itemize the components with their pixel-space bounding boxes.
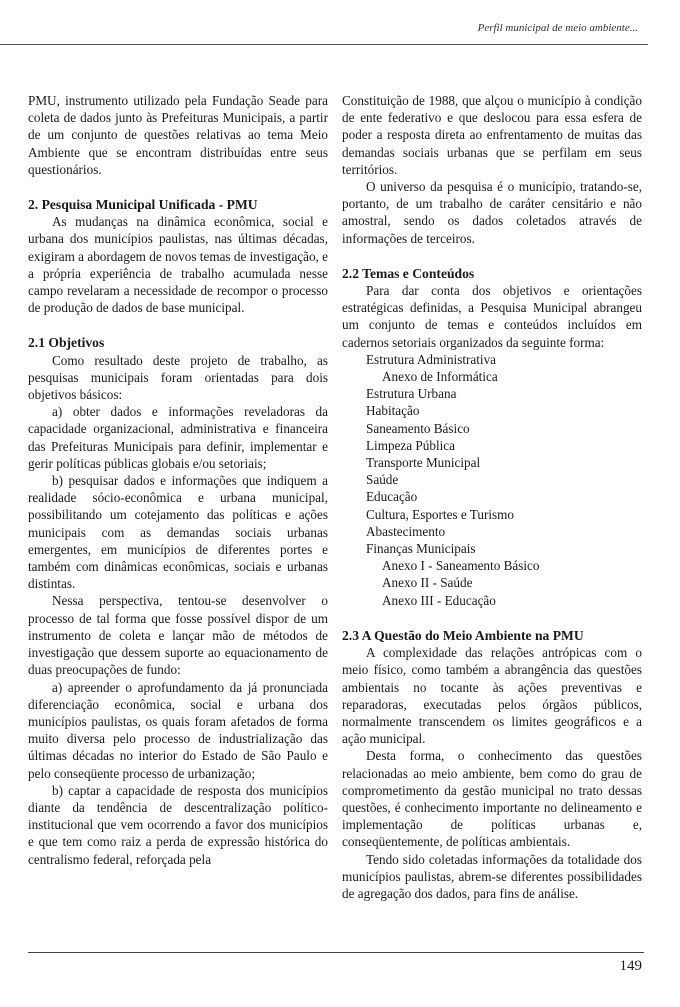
list-item: Saneamento Básico <box>366 420 470 436</box>
paragraph: a) obter dados e informações reveladoras da capacidade organizacional, administrativa e financeira das Prefeituras Municipais para definir, implementar e gerir políticas públicas globais e/ou setoriais; <box>28 404 328 471</box>
list-item: Saúde <box>366 472 399 488</box>
list-item: Cultura, Esportes e Turismo <box>366 506 514 522</box>
themes-list <box>342 351 642 609</box>
paragraph: Desta forma, o conhecimento das questões relacionadas ao meio ambiente, bem como do grau de comprometimento da gestão municipal no trato dessas questões, é conhecimento importante no delineamento e implementação de políticas urbanas e, conseqüentemente, de políticas ambientais. <box>342 748 642 850</box>
paragraph: Tendo sido coletadas informações da totalidade dos municípios paulistas, abrem-se diferentes possibilidades de agregação dos dados, para fins de análise. <box>342 851 642 901</box>
paragraph: b) pesquisar dados e informações que indiquem a realidade sócio-econômica e urbana municipal, possibilitando um cotejamento das políticas e ações municipais com as demandas sociais urbanas emergentes, em municípios de diferentes portes e também com dinâmicas econômicas, sociais e urbanas distintas. <box>28 473 328 592</box>
header-rule <box>0 44 648 45</box>
page-number: 149 <box>619 958 642 974</box>
paragraph: Como resultado deste projeto de trabalho, as pesquisas municipais foram orientadas para dois objetivos básicos: <box>28 352 328 403</box>
list-item: Estrutura Administrativa <box>366 351 497 367</box>
list-item: Abastecimento <box>366 523 446 539</box>
list-item: Limpeza Pública <box>366 437 455 453</box>
list-item: Transporte Municipal <box>366 455 481 471</box>
paragraph: Para dar conta dos objetivos e orientações estratégicas definidas, a Pesquisa Municipal abrangeu um conjunto de temas e conteúdos incluídos em cadernos setoriais organizados da seguinte forma: <box>342 283 642 350</box>
running-header: Perfil municipal de meio ambiente... <box>477 22 638 34</box>
list-item: Anexo de Informática <box>382 369 498 385</box>
list-item: Estrutura Urbana <box>366 386 457 402</box>
section-heading: 2.1 Objetivos <box>28 335 105 351</box>
paragraph: Nessa perspectiva, tentou-se desenvolver o processo de tal forma que fosse possível dispor de um instrumento de coleta e lançar mão de métodos de investigação que dessem suporte ao equacionamento de duas preocupações de fundo: <box>28 593 328 678</box>
section-heading: 2.2 Temas e Conteúdos <box>342 265 475 281</box>
list-item: Anexo II - Saúde <box>382 575 473 591</box>
right-column <box>342 92 642 902</box>
list-item: Anexo III - Educação <box>382 592 496 608</box>
section-heading: 2.3 A Questão do Meio Ambiente na PMU <box>342 627 584 643</box>
list-item: Habitação <box>366 403 420 419</box>
paragraph: Constituição de 1988, que alçou o município à condição de ente federativo e que deslocou para essa esfera de poder a resposta direta ao enfrentamento de muitas das demandas sociais urbanas que se perfilam em seus territórios. <box>342 93 642 177</box>
paragraph: PMU, instrumento utilizado pela Fundação Seade para coleta de dados junto às Prefeituras Municipais, a partir de um conjunto de questões relativas ao tema Meio Ambiente que se encontram distribuídas entre seus questionários. <box>28 93 328 177</box>
list-item: Anexo I - Saneamento Básico <box>382 558 540 574</box>
section-heading: 2. Pesquisa Municipal Unificada - PMU <box>28 197 258 213</box>
paragraph: As mudanças na dinâmica econômica, social e urbana dos municípios paulistas, nas últimas décadas, exigiram a abordagem de novos temas de investigação, e a própria experiência de trabalho acumulada nesse campo revelaram a necessidade de recompor o processo de produção de dados de base municipal. <box>28 214 328 316</box>
list-item: Finanças Municipais <box>366 541 476 557</box>
paragraph: O universo da pesquisa é o município, tratando-se, portanto, de um trabalho de caráter censitário e não amostral, sendo os dados coletados através de informações de terceiros. <box>342 179 642 246</box>
paragraph: a) apreender o aprofundamento da já pronunciada diferenciação econômica, social e urbana dos municípios paulistas, os quais foram afetados de forma muito diversa pelo processo de industrialização das últimas décadas no interior do Estado de São Paulo e pelo conseqüente processo de urbanização; <box>28 679 328 781</box>
footer-rule <box>28 952 644 953</box>
paragraph: A complexidade das relações antrópicas com o meio físico, como também a abrangência das questões ambientais no tocante às ações preventivas e reparadoras, executadas pelos órgãos públicos, normalmente transcendem os limites geográficos e a ação municipal. <box>342 645 642 747</box>
left-column <box>28 92 328 868</box>
paragraph: b) captar a capacidade de resposta dos municípios diante da tendência de descentralização político-institucional que vem ocorrendo a favor dos municípios e que tem como raiz a perda de expressão histórica do centralismo federal, reforçada pela <box>28 782 328 867</box>
list-item: Educação <box>366 489 418 505</box>
